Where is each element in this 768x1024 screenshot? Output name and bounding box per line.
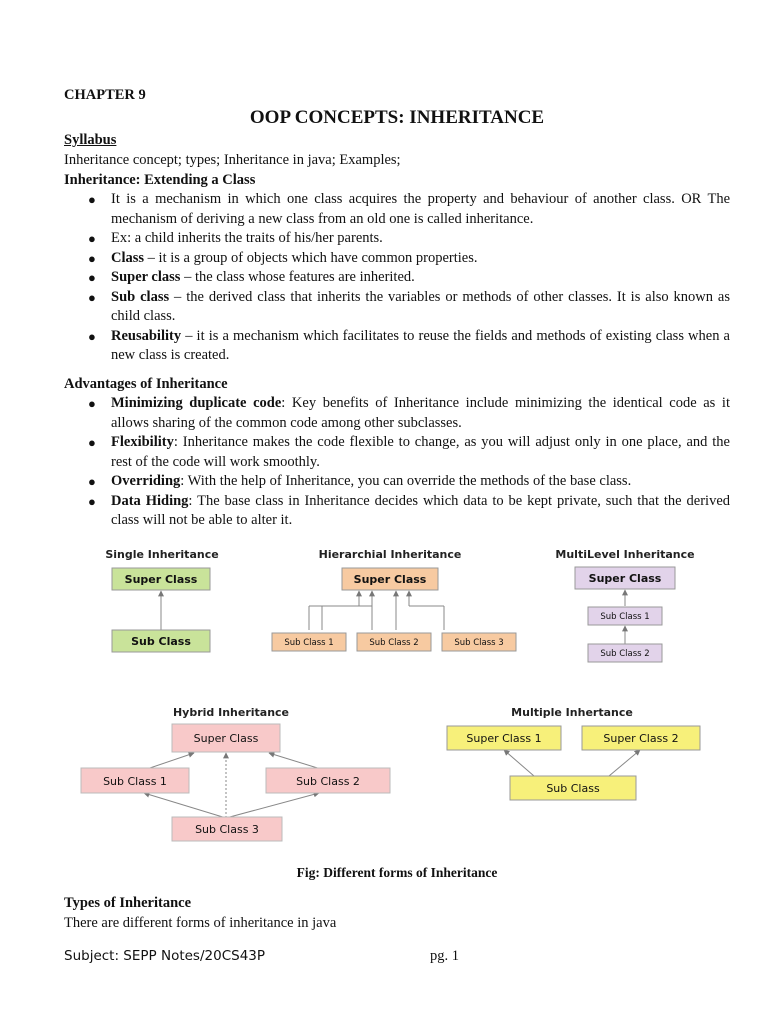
sub-class-2-label: Sub Class 2	[369, 638, 419, 648]
list-item: ● Data Hiding: The base class in Inheritance decides which data to be kept private, such that the derived class will not be able to alter it.	[88, 492, 730, 528]
bullet-icon: ●	[88, 328, 96, 344]
sub-class-3-label: Sub Class 3	[195, 823, 259, 836]
list-item: ● Flexibility: Inheritance makes the code flexible to change, as you will adjust only in one place, and the rest of the code will work smoothly.	[88, 434, 730, 470]
section-heading-advantages: Advantages of Inheritance	[64, 376, 228, 392]
sub-class-2-label: Sub Class 2	[600, 649, 650, 659]
syllabus-text: Inheritance concept; types; Inheritance in java; Examples;	[64, 152, 401, 168]
figure-caption: Fig: Different forms of Inheritance	[296, 865, 498, 880]
list-item: ● Super class – the class whose features are inherited.	[64, 268, 730, 288]
bullet-icon: ●	[88, 231, 96, 246]
single-inheritance-title: Single Inheritance	[105, 548, 219, 561]
sub-class-label: Sub Class	[131, 635, 191, 648]
bullet-icon: ●	[88, 192, 96, 207]
super-class-1-label: Super Class 1	[466, 732, 542, 745]
bullet-icon: ●	[88, 250, 96, 266]
multilevel-inheritance-diagram	[555, 548, 694, 662]
sub-class-1-label: Sub Class 1	[103, 775, 167, 788]
hierarchical-inheritance-title: Hierarchial Inheritance	[318, 548, 462, 561]
multiple-inheritance-title: Multiple Inhertance	[511, 706, 633, 719]
super-class-label: Super Class	[124, 573, 198, 586]
list-item: ● Overriding: With the help of Inheritance, you can override the methods of the base class.	[64, 472, 730, 492]
footer-subject: Subject: SEPP Notes/20CS43P	[64, 948, 266, 964]
multilevel-inheritance-title: MultiLevel Inheritance	[555, 548, 695, 561]
bullet-icon: ●	[88, 289, 96, 305]
section-heading-extending: Inheritance: Extending a Class	[64, 172, 256, 188]
advantages-list	[64, 394, 730, 531]
types-text: There are different forms of inheritance in java	[64, 915, 337, 931]
footer-page-number: pg. 1	[430, 948, 459, 964]
sub-class-2-label: Sub Class 2	[296, 775, 360, 788]
syllabus-heading: Syllabus	[64, 132, 117, 148]
types-heading: Types of Inheritance	[64, 895, 192, 911]
multiple-inheritance-diagram	[447, 706, 700, 800]
list-item: ● Minimizing duplicate code: Key benefits of Inheritance include minimizing the identical code as it allows sharing of the common code among other subclasses.	[88, 395, 730, 431]
hybrid-inheritance-title: Hybrid Inheritance	[172, 706, 290, 719]
chapter-label: CHAPTER 9	[64, 87, 146, 103]
super-class-label: Super Class	[353, 573, 427, 586]
super-class-label: Super Class	[588, 572, 662, 585]
bullet-icon: ●	[88, 270, 96, 285]
hybrid-inheritance-diagram	[81, 706, 390, 841]
list-item: ● Reusability – it is a mechanism which facilitates to reuse the fields and methods of existing class when a new class is created.	[88, 327, 730, 363]
super-class-2-label: Super Class 2	[603, 732, 679, 745]
sub-class-3-label: Sub Class 3	[454, 638, 504, 648]
super-class-label: Super Class	[193, 732, 259, 745]
inheritance-diagram	[64, 540, 730, 845]
list-item: ● Ex: a child inherits the traits of his/her parents.	[64, 229, 730, 249]
bullet-icon: ●	[88, 396, 96, 411]
bullet-icon: ●	[88, 435, 96, 450]
hierarchical-inheritance-diagram	[272, 548, 516, 651]
list-item: ● Class – it is a group of objects which have common properties.	[64, 249, 730, 269]
page-title: OOP CONCEPTS: INHERITANCE	[249, 107, 545, 128]
bullet-icon: ●	[88, 474, 96, 489]
sub-class-label: Sub Class	[546, 782, 600, 795]
single-inheritance-diagram	[105, 548, 218, 652]
list-item: ● Sub class – the derived class that inherits the variables or methods of other classes. It is also known as child class.	[88, 288, 731, 324]
sub-class-1-label: Sub Class 1	[284, 638, 334, 648]
extending-list	[64, 190, 730, 366]
sub-class-1-label: Sub Class 1	[600, 612, 650, 622]
bullet-icon: ●	[88, 493, 96, 509]
list-item: ● It is a mechanism in which one class acquires the property and behaviour of another class. OR The mechanism of deriving a new class from an old one is called inheritance.	[88, 191, 730, 227]
